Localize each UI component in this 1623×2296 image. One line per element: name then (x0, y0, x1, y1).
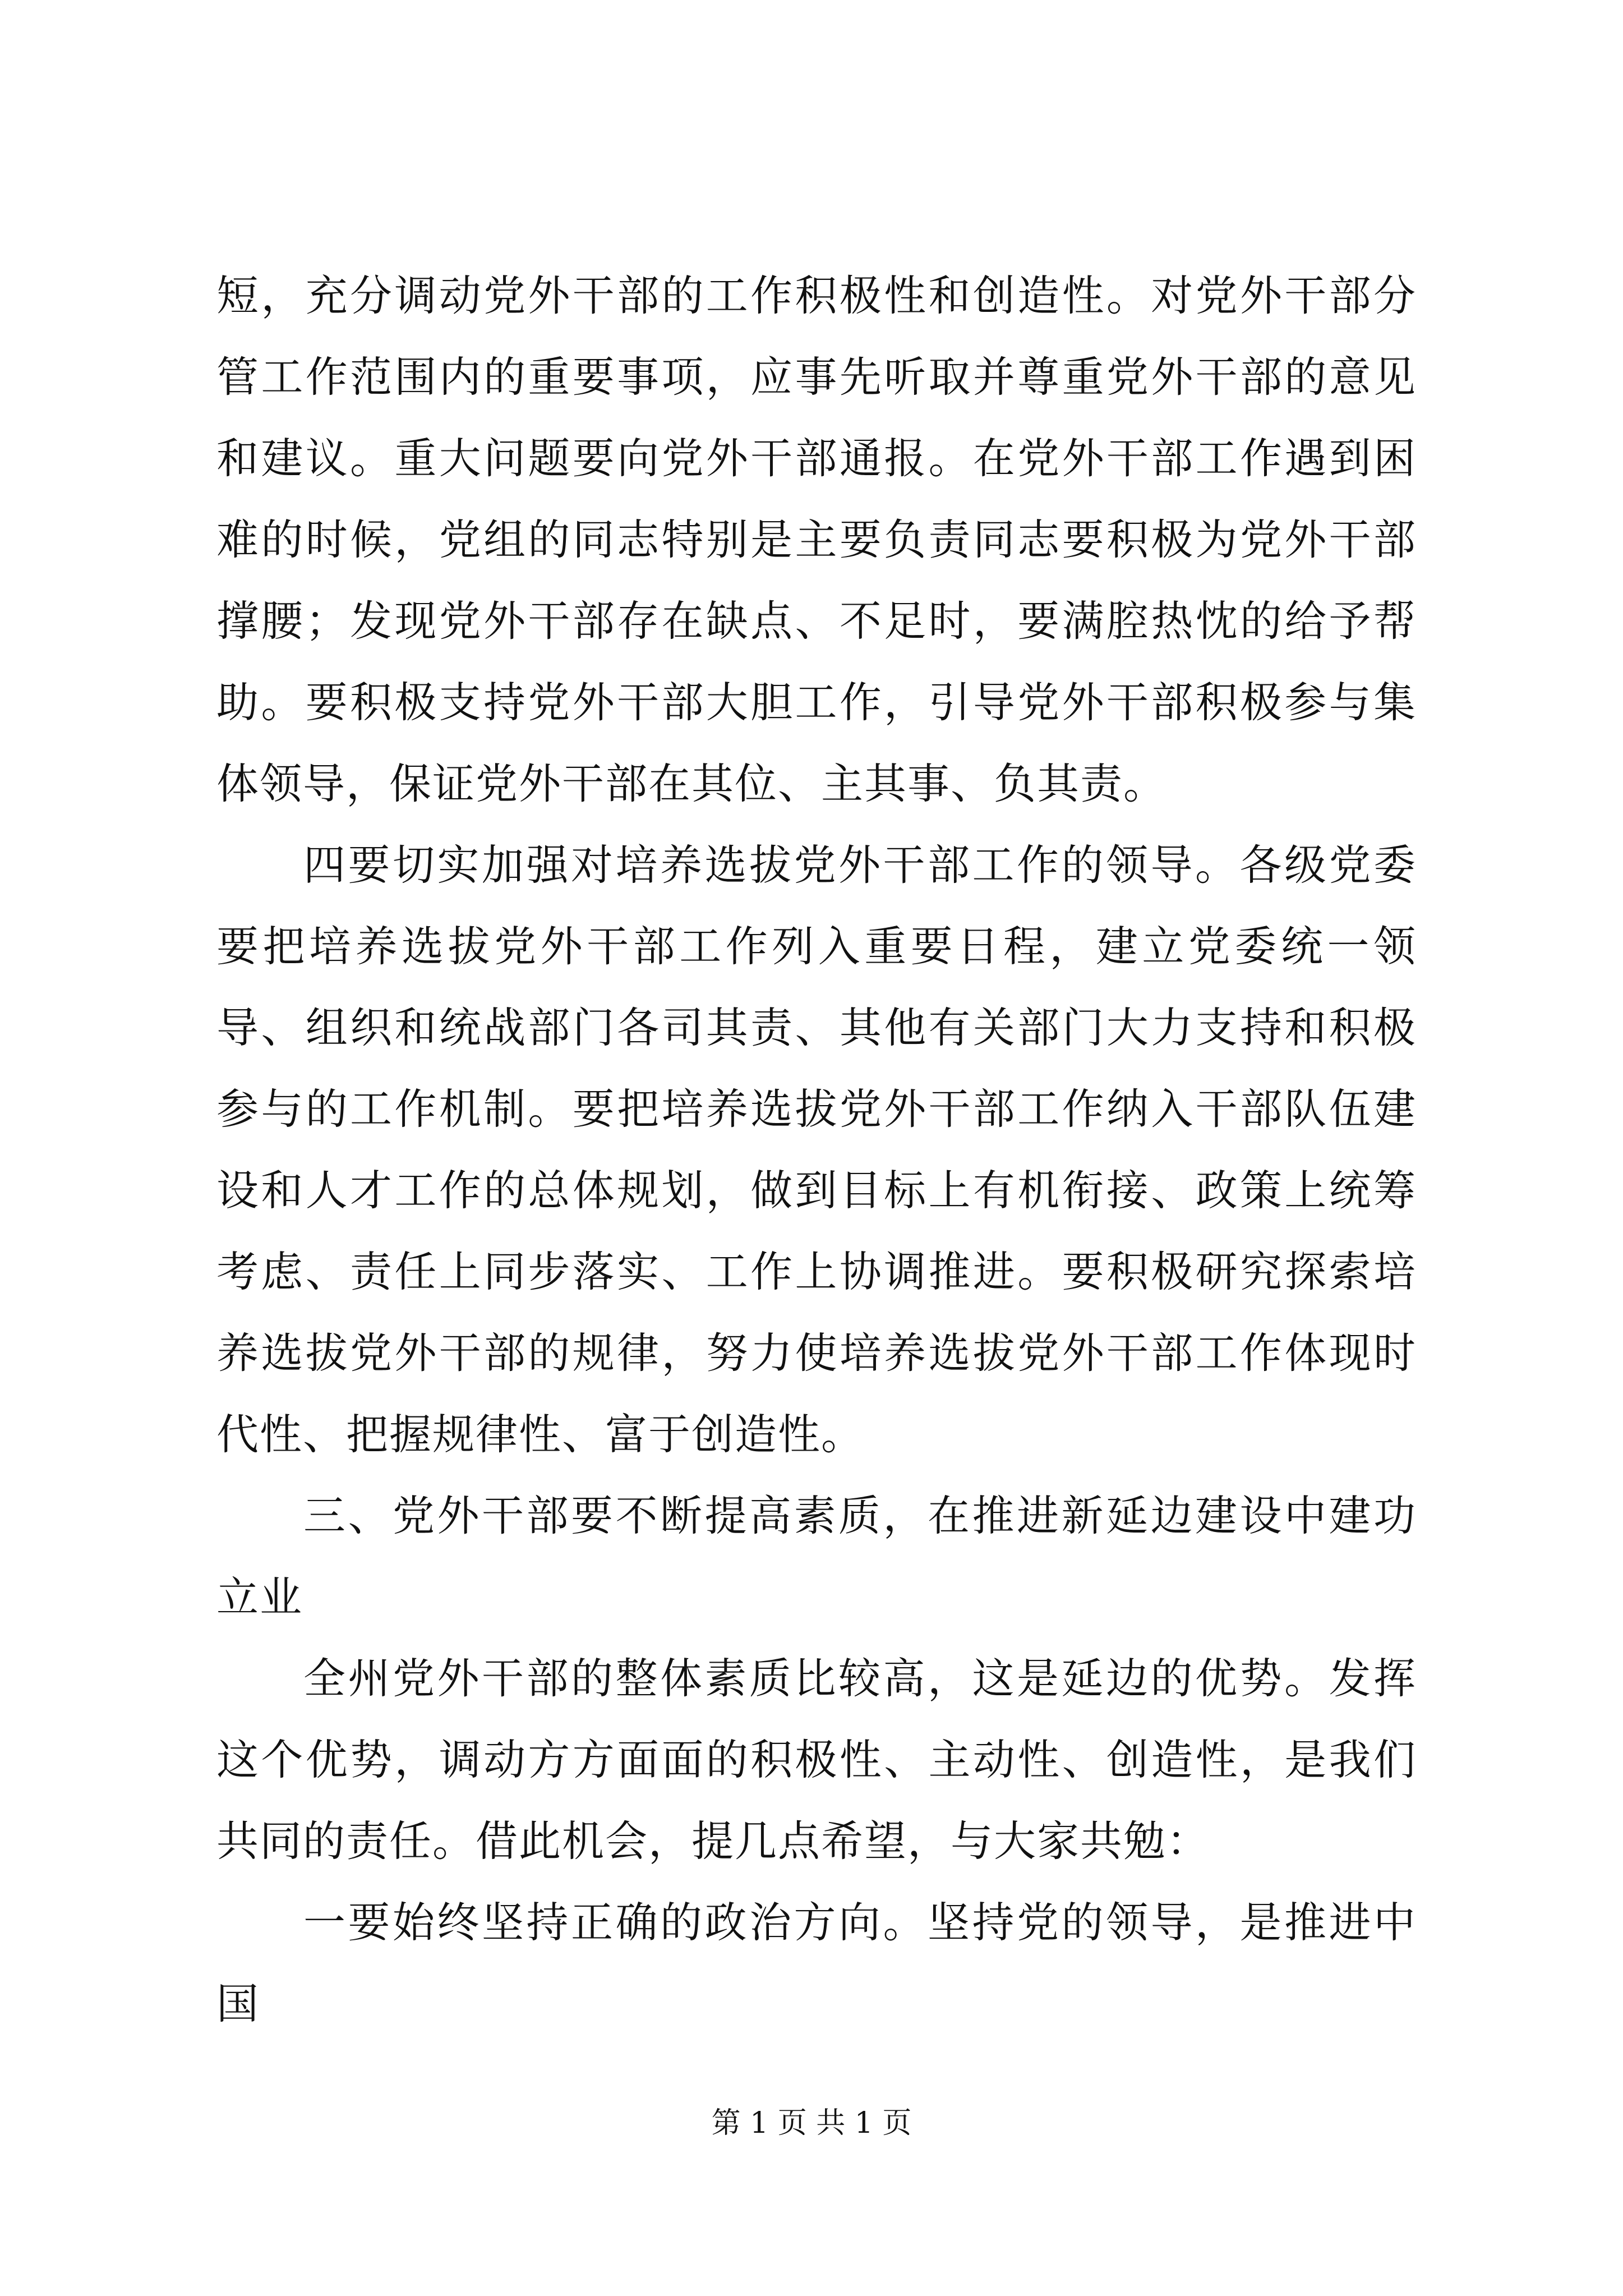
paragraph-intro: 全州党外干部的整体素质比较高，这是延边的优势。发挥这个优势，调动方方面面的积极性、主动性、创造性，是我们共同的责任。借此机会，提几点希望，与大家共勉： (216, 1654, 1417, 1866)
page-footer: 第 1 页 共 1 页 (711, 2106, 912, 2140)
paragraph-point-four: 四要切实加强对培养选拔党外干部工作的领导。各级党委要把培养选拔党外干部工作列入重要日程，建立党委统一领导、组织和统战部门各司其责、其他有关部门大力支持和积极参与的工作机制。要把培养选拔党外干部工作纳入干部队伍建设和人才工作的总体规划，做到目标上有机衔接、政策上统筹考虑、责任上同步落实、工作上协调推进。要积极研究探索培养选拔党外干部的规律，努力使培养选拔党外干部工作体现时代性、把握规律性、富于创造性。 (216, 840, 1417, 1459)
paragraph-point-one: 一要始终坚持正确的政治方向。坚持党的领导，是推进中国 (216, 1898, 1417, 2028)
section-heading-three: 三、党外干部要不断提高素质，在推进新延边建设中建功立业 (216, 1491, 1417, 1622)
paragraph-continuation: 短，充分调动党外干部的工作积极性和创造性。对党外干部分管工作范围内的重要事项，应事先听取并尊重党外干部的意见和建议。重大问题要向党外干部通报。在党外干部工作遇到困难的时候，党组的同志特别是主要负责同志要积极为党外干部撑腰；发现党外干部存在缺点、不足时，要满腔热忱的给予帮助。要积极支持党外干部大胆工作，引导党外干部积极参与集体领导，保证党外干部在其位、主其事、负其责。 (216, 271, 1417, 808)
document-body (216, 255, 1417, 2045)
